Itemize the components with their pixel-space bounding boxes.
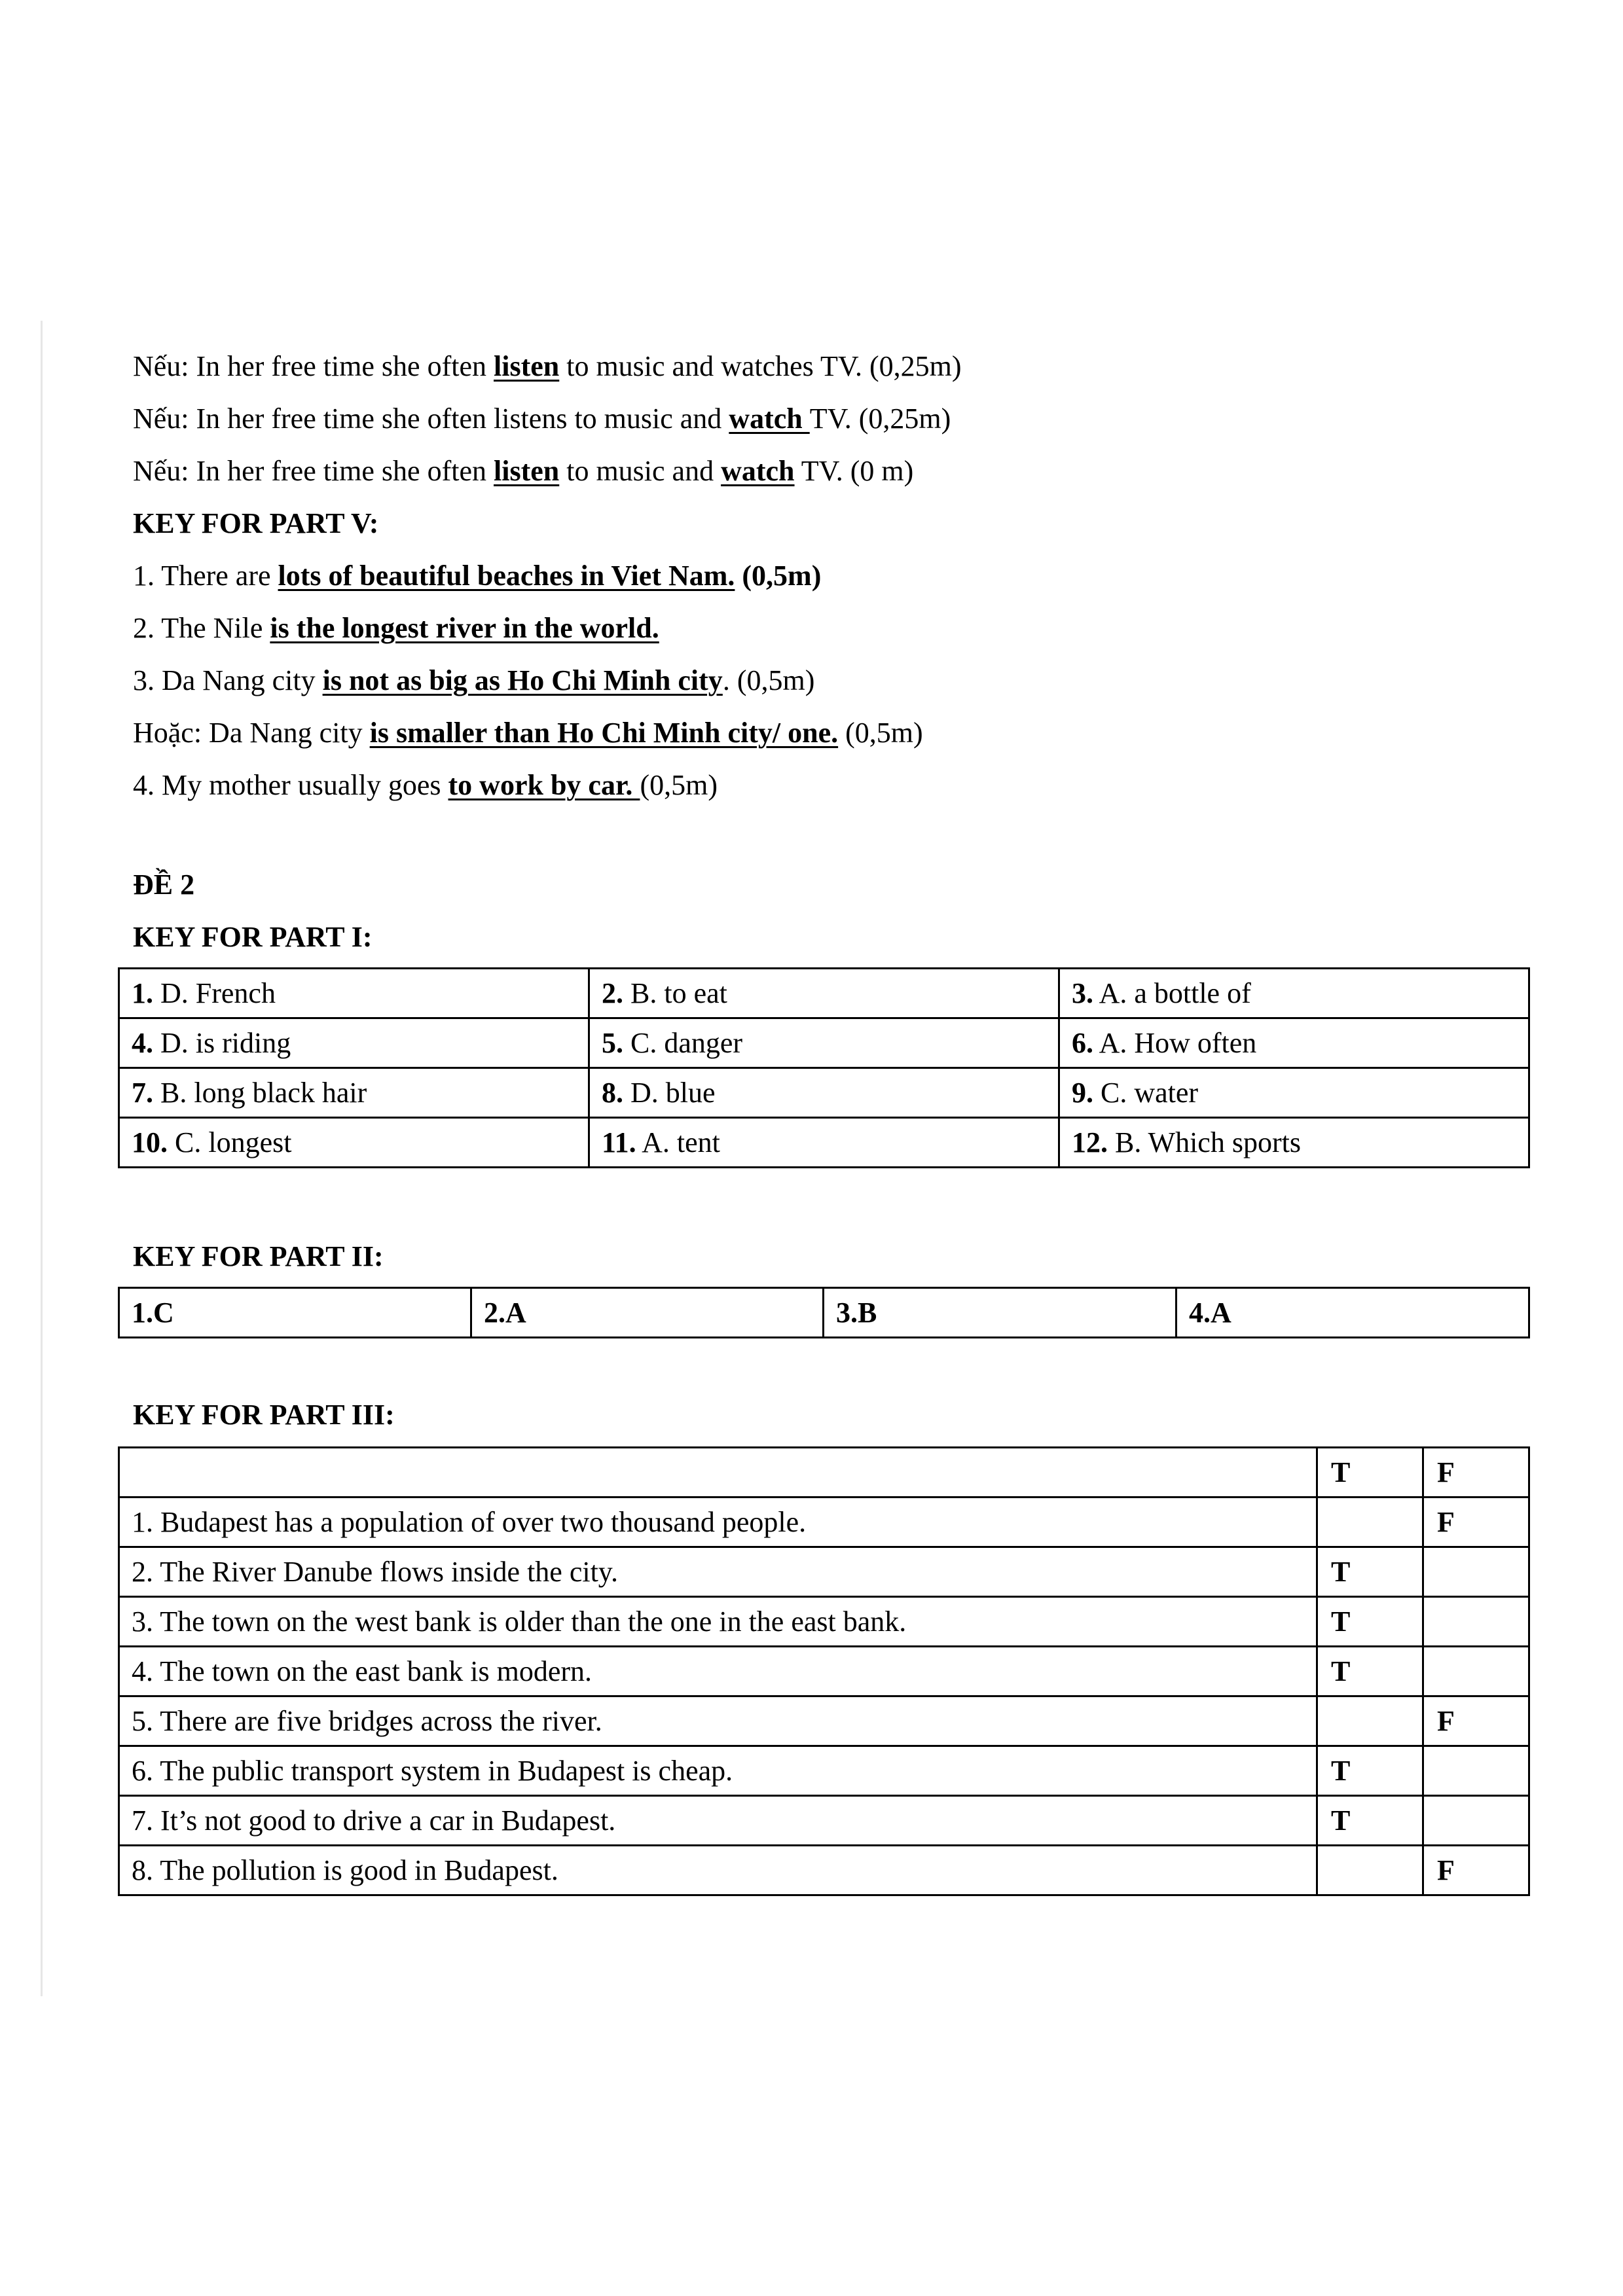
question-number: 10. [132,1126,168,1158]
answer-text: A. tent [636,1126,720,1158]
table-row [119,1796,1529,1846]
table-row [119,1118,1529,1168]
answer-cell [119,1068,589,1118]
statement-header-cell [119,1448,1317,1498]
answer-cell [589,1068,1059,1118]
answer-line-1: Nếu: In her free time she often listen to music and watches TV. (0,25m) [133,350,962,382]
table-header-row [119,1448,1529,1498]
part-ii-heading: KEY FOR PART II: [133,1240,384,1272]
statement-cell: 4. The town on the east bank is modern. [119,1647,1317,1696]
answer-cell [1059,1018,1529,1068]
part-v-item-3: 3. Da Nang city is not as big as Ho Chi Minh city. (0,5m) [133,664,815,696]
true-mark-cell: T [1317,1746,1423,1796]
false-mark-cell [1423,1647,1529,1696]
answer-cell [1059,1118,1529,1168]
answer-text: D. French [153,977,276,1009]
false-mark-cell: F [1423,1696,1529,1746]
false-mark-cell [1423,1746,1529,1796]
answer-cell: 3.B [824,1288,1176,1338]
question-number: 4. [132,1027,153,1059]
question-number: 9. [1072,1077,1093,1109]
part-i-answer-table [118,967,1530,1168]
part-v-item-4: 4. My mother usually goes to work by car. (0,5m) [133,769,718,801]
table-row [119,1846,1529,1895]
part-iii-heading: KEY FOR PART III: [133,1399,395,1431]
table-row [119,1746,1529,1796]
answer-cell [119,1018,589,1068]
question-number: 6. [1072,1027,1093,1059]
part-v-item-2: 2. The Nile is the longest river in the world. [133,612,659,644]
true-mark-cell: T [1317,1597,1423,1647]
statement-cell: 8. The pollution is good in Budapest. [119,1846,1317,1895]
table-row [119,1597,1529,1647]
table-row [119,1647,1529,1696]
answer-cell [119,969,589,1018]
false-mark-cell: F [1423,1498,1529,1547]
true-mark-cell: T [1317,1647,1423,1696]
answer-cell [1059,969,1529,1018]
answer-cell [589,1018,1059,1068]
answer-line-2: Nếu: In her free time she often listens to music and watch TV. (0,25m) [133,403,951,435]
answer-line-3: Nếu: In her free time she often listen to music and watch TV. (0 m) [133,455,914,487]
answer-cell [589,1118,1059,1168]
question-number: 1. [132,977,153,1009]
statement-cell: 1. Budapest has a population of over two thousand people. [119,1498,1317,1547]
true-mark-cell [1317,1696,1423,1746]
table-row [119,1547,1529,1597]
table-row [119,969,1529,1018]
question-number: 11. [602,1126,636,1158]
answer-text: B. Which sports [1108,1126,1301,1158]
answer-cell [1059,1068,1529,1118]
table-row [119,1068,1529,1118]
true-mark-cell: T [1317,1796,1423,1846]
question-number: 8. [602,1077,623,1109]
answer-text: D. blue [623,1077,716,1109]
answer-text: D. is riding [153,1027,291,1059]
answer-cell [119,1118,589,1168]
part-v-heading: KEY FOR PART V: [133,507,379,539]
answer-text: A. a bottle of [1093,977,1251,1009]
page-margin-line [41,321,43,1996]
question-number: 3. [1072,977,1093,1009]
false-mark-cell [1423,1796,1529,1846]
statement-cell: 5. There are five bridges across the river. [119,1696,1317,1746]
answer-cell: 4.A [1176,1288,1529,1338]
table-row [119,1288,1529,1338]
false-mark-cell [1423,1597,1529,1647]
answer-text: A. How often [1093,1027,1257,1059]
true-mark-cell: T [1317,1547,1423,1597]
part-ii-answer-table [118,1287,1530,1338]
true-mark-cell [1317,1498,1423,1547]
exam-2-title: ĐỀ 2 [133,869,195,901]
question-number: 12. [1072,1126,1108,1158]
answer-text: B. long black hair [153,1077,367,1109]
answer-text: C. longest [168,1126,292,1158]
answer-cell [589,969,1059,1018]
false-column-header: F [1423,1448,1529,1498]
part-v-item-1: 1. There are lots of beautiful beaches in Viet Nam. (0,5m) [133,560,822,592]
statement-cell: 2. The River Danube flows inside the city. [119,1547,1317,1597]
answer-text: C. danger [623,1027,743,1059]
question-number: 5. [602,1027,623,1059]
table-row [119,1696,1529,1746]
answer-text: B. to eat [623,977,727,1009]
table-row [119,1498,1529,1547]
part-iii-answer-table [118,1446,1530,1896]
answer-key-text [133,340,1531,812]
question-number: 7. [132,1077,153,1109]
false-mark-cell: F [1423,1846,1529,1895]
question-number: 2. [602,977,623,1009]
answer-text: C. water [1093,1077,1199,1109]
answer-cell: 1.C [119,1288,471,1338]
true-column-header: T [1317,1448,1423,1498]
statement-cell: 7. It’s not good to drive a car in Budapest. [119,1796,1317,1846]
part-v-item-3-alt: Hoặc: Da Nang city is smaller than Ho Chi Minh city/ one. (0,5m) [133,717,923,749]
false-mark-cell [1423,1547,1529,1597]
table-row [119,1018,1529,1068]
answer-cell: 2.A [471,1288,824,1338]
part-i-heading: KEY FOR PART I: [133,921,373,953]
statement-cell: 6. The public transport system in Budapest is cheap. [119,1746,1317,1796]
statement-cell: 3. The town on the west bank is older than the one in the east bank. [119,1597,1317,1647]
true-mark-cell [1317,1846,1423,1895]
